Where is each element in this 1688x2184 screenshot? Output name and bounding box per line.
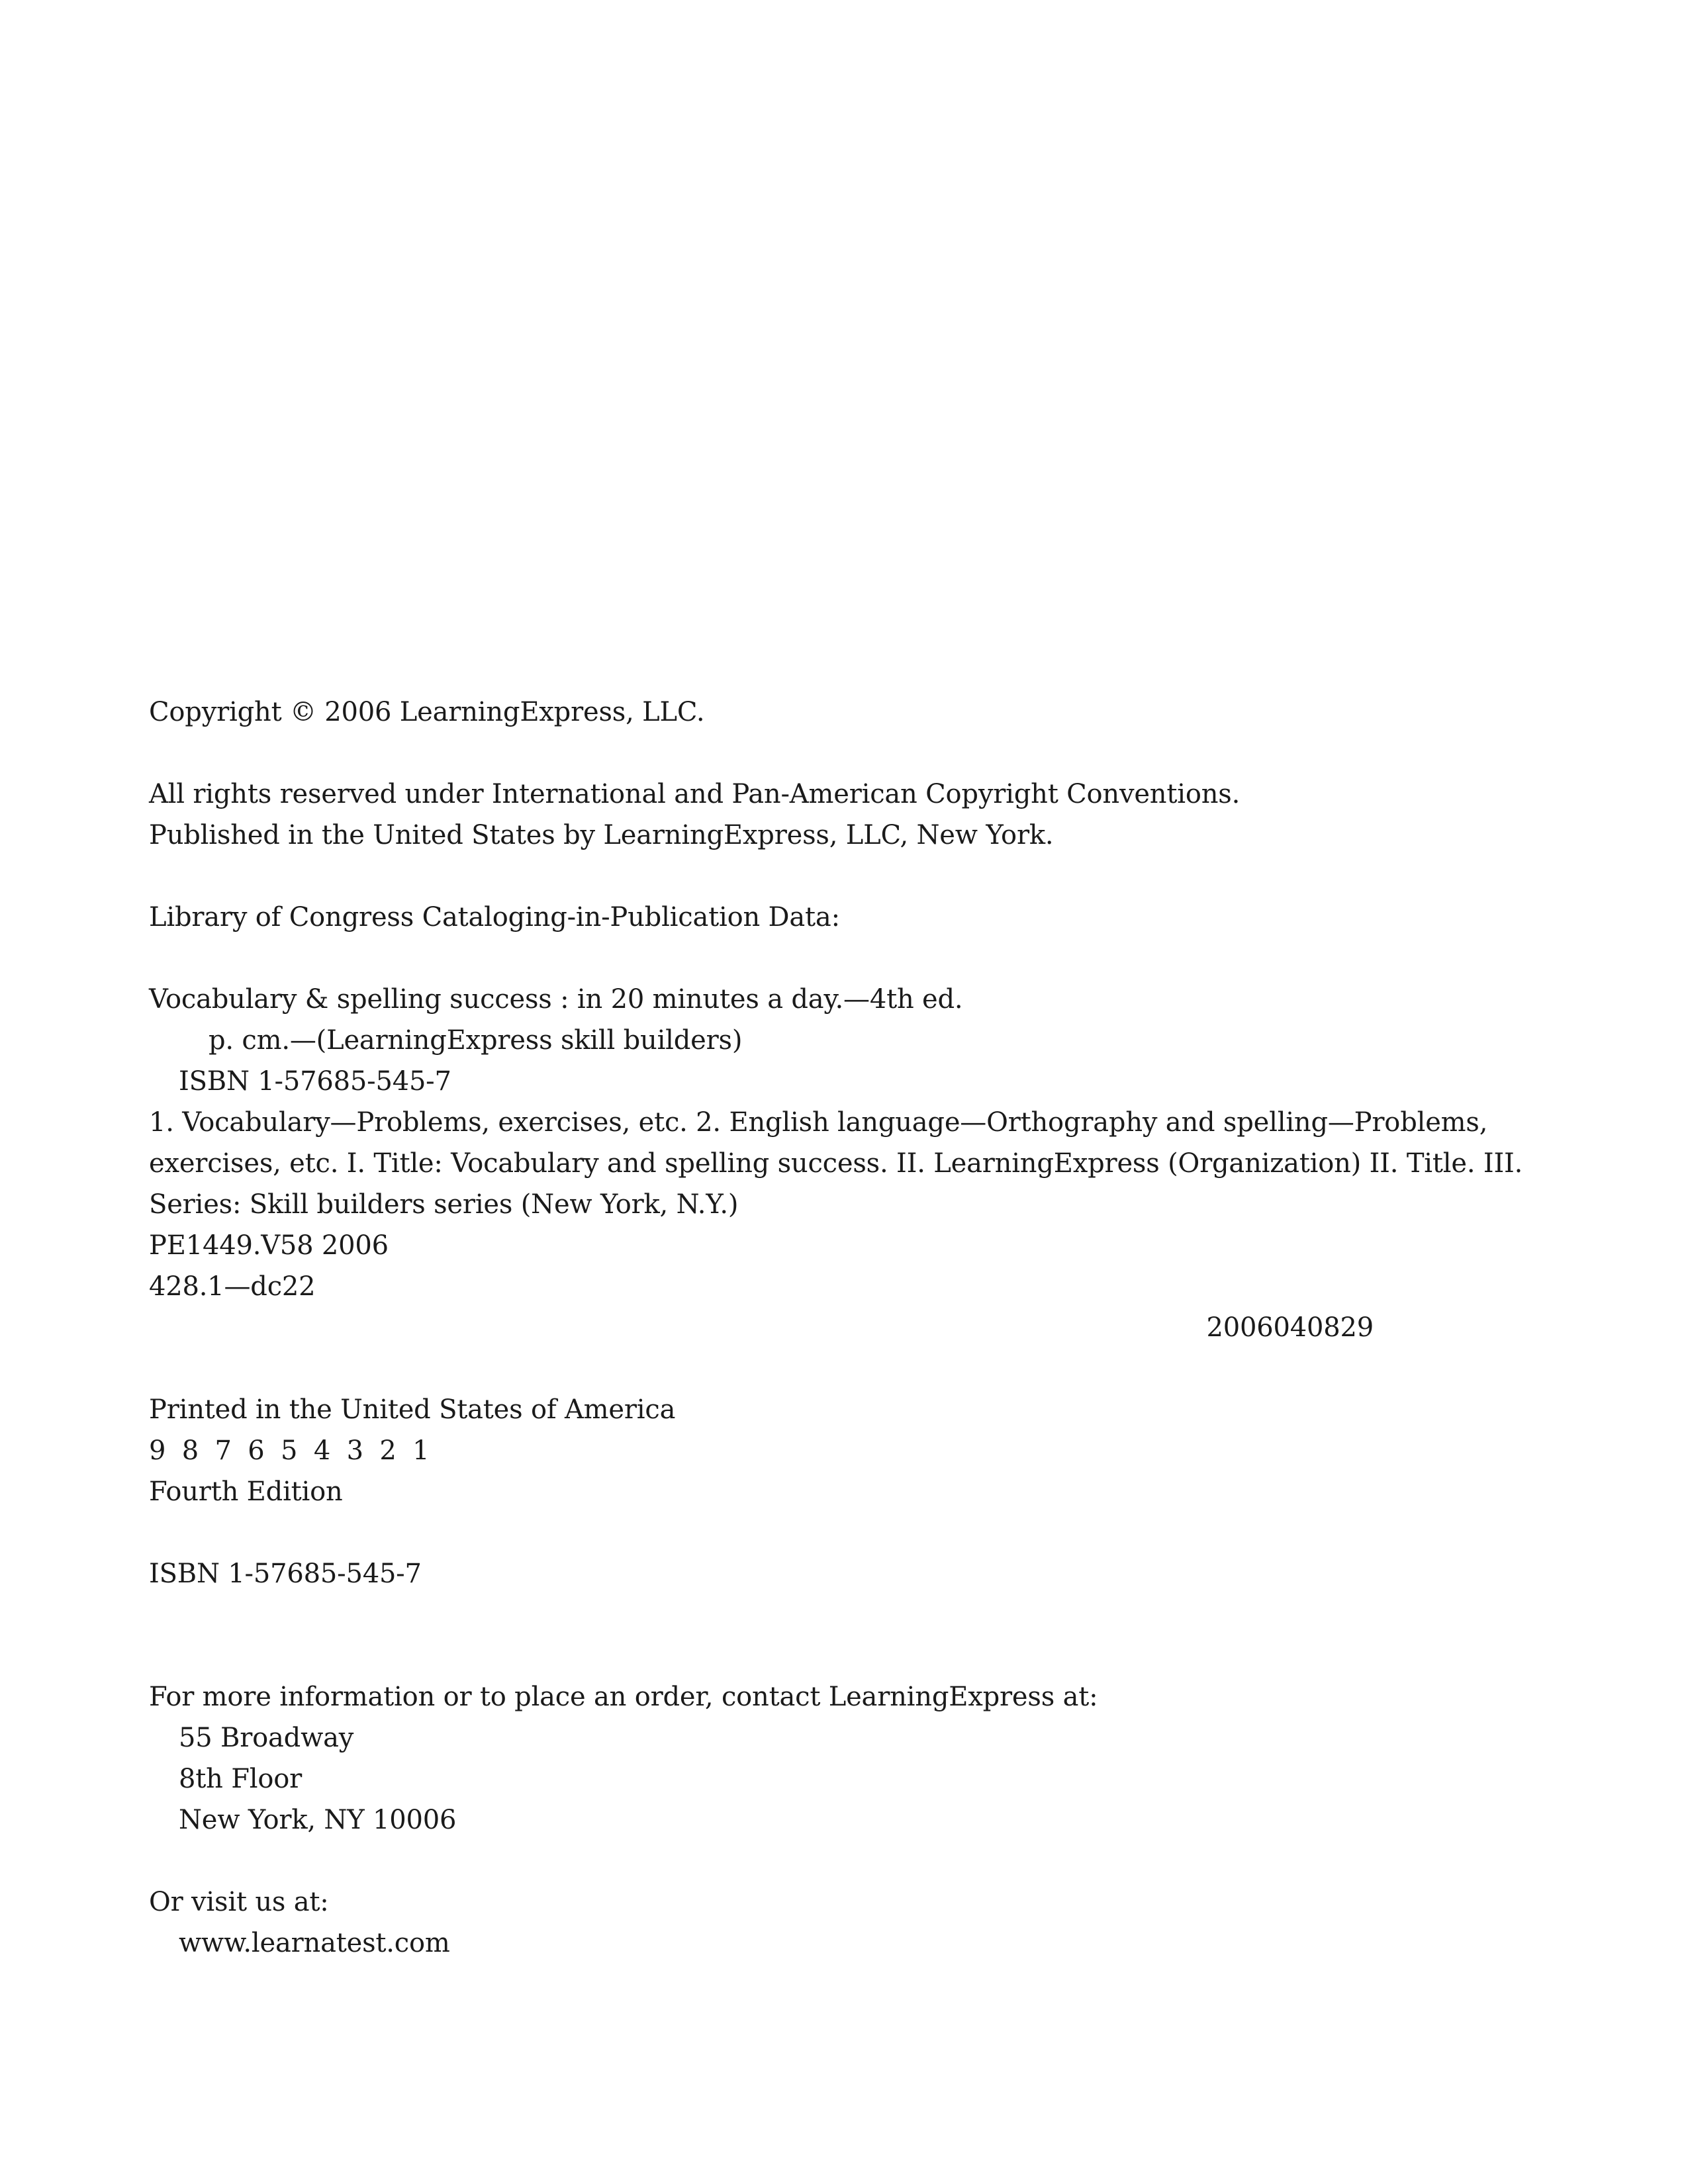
web-intro: Or visit us at: — [149, 1887, 329, 1917]
address-line-3: New York, NY 10006 — [179, 1805, 457, 1835]
cip-title-line: Vocabulary & spelling success : in 20 minutes a day.—4th ed. — [149, 984, 963, 1015]
spacer — [149, 1512, 1374, 1553]
spacer — [149, 1348, 1374, 1389]
cip-physical-line: p. cm.—(LearningExpress skill builders) — [209, 1025, 743, 1056]
cip-heading: Library of Congress Cataloging-in-Publication Data: — [149, 902, 840, 933]
address-line-2: 8th Floor — [179, 1764, 303, 1794]
cip-block — [149, 979, 1523, 1348]
spacer — [149, 1841, 1374, 1882]
rights-line-1: All rights reserved under International and Pan-American Copyright Conventions. — [149, 779, 1241, 809]
copyright-page — [149, 692, 1523, 1964]
spacer — [149, 856, 1374, 897]
spacer — [149, 938, 1374, 979]
cip-subjects-line-2: exercises, etc. I. Title: Vocabulary and spelling success. II. LearningExpress (Organization) II. Title. III. — [149, 1148, 1523, 1179]
cip-dewey: 428.1—dc22 — [149, 1271, 316, 1302]
print-line: 9 8 7 6 5 4 3 2 1 — [149, 1435, 430, 1466]
cip-isbn-line: ISBN 1-57685-545-7 — [179, 1066, 451, 1097]
edition-line: Fourth Edition — [149, 1477, 343, 1507]
contact-intro: For more information or to place an order, contact LearningExpress at: — [149, 1682, 1098, 1712]
website-url: www.learnatest.com — [179, 1928, 450, 1958]
spacer — [149, 1594, 1374, 1676]
isbn-line: ISBN 1-57685-545-7 — [149, 1559, 422, 1589]
cip-lccn: 2006040829 — [1206, 1312, 1374, 1343]
spacer — [149, 733, 1374, 774]
cip-lc-class: PE1449.V58 2006 — [149, 1230, 389, 1261]
copyright-line: Copyright © 2006 LearningExpress, LLC. — [149, 697, 705, 727]
printed-in-line: Printed in the United States of America — [149, 1394, 676, 1425]
rights-line-2: Published in the United States by LearningExpress, LLC, New York. — [149, 820, 1054, 850]
cip-subjects-line-3: Series: Skill builders series (New York, N.Y.) — [149, 1189, 739, 1220]
address-line-1: 55 Broadway — [179, 1723, 354, 1753]
cip-subjects-line-1: 1. Vocabulary—Problems, exercises, etc. 2. English language—Orthography and spelling—Problems, — [149, 1107, 1488, 1138]
